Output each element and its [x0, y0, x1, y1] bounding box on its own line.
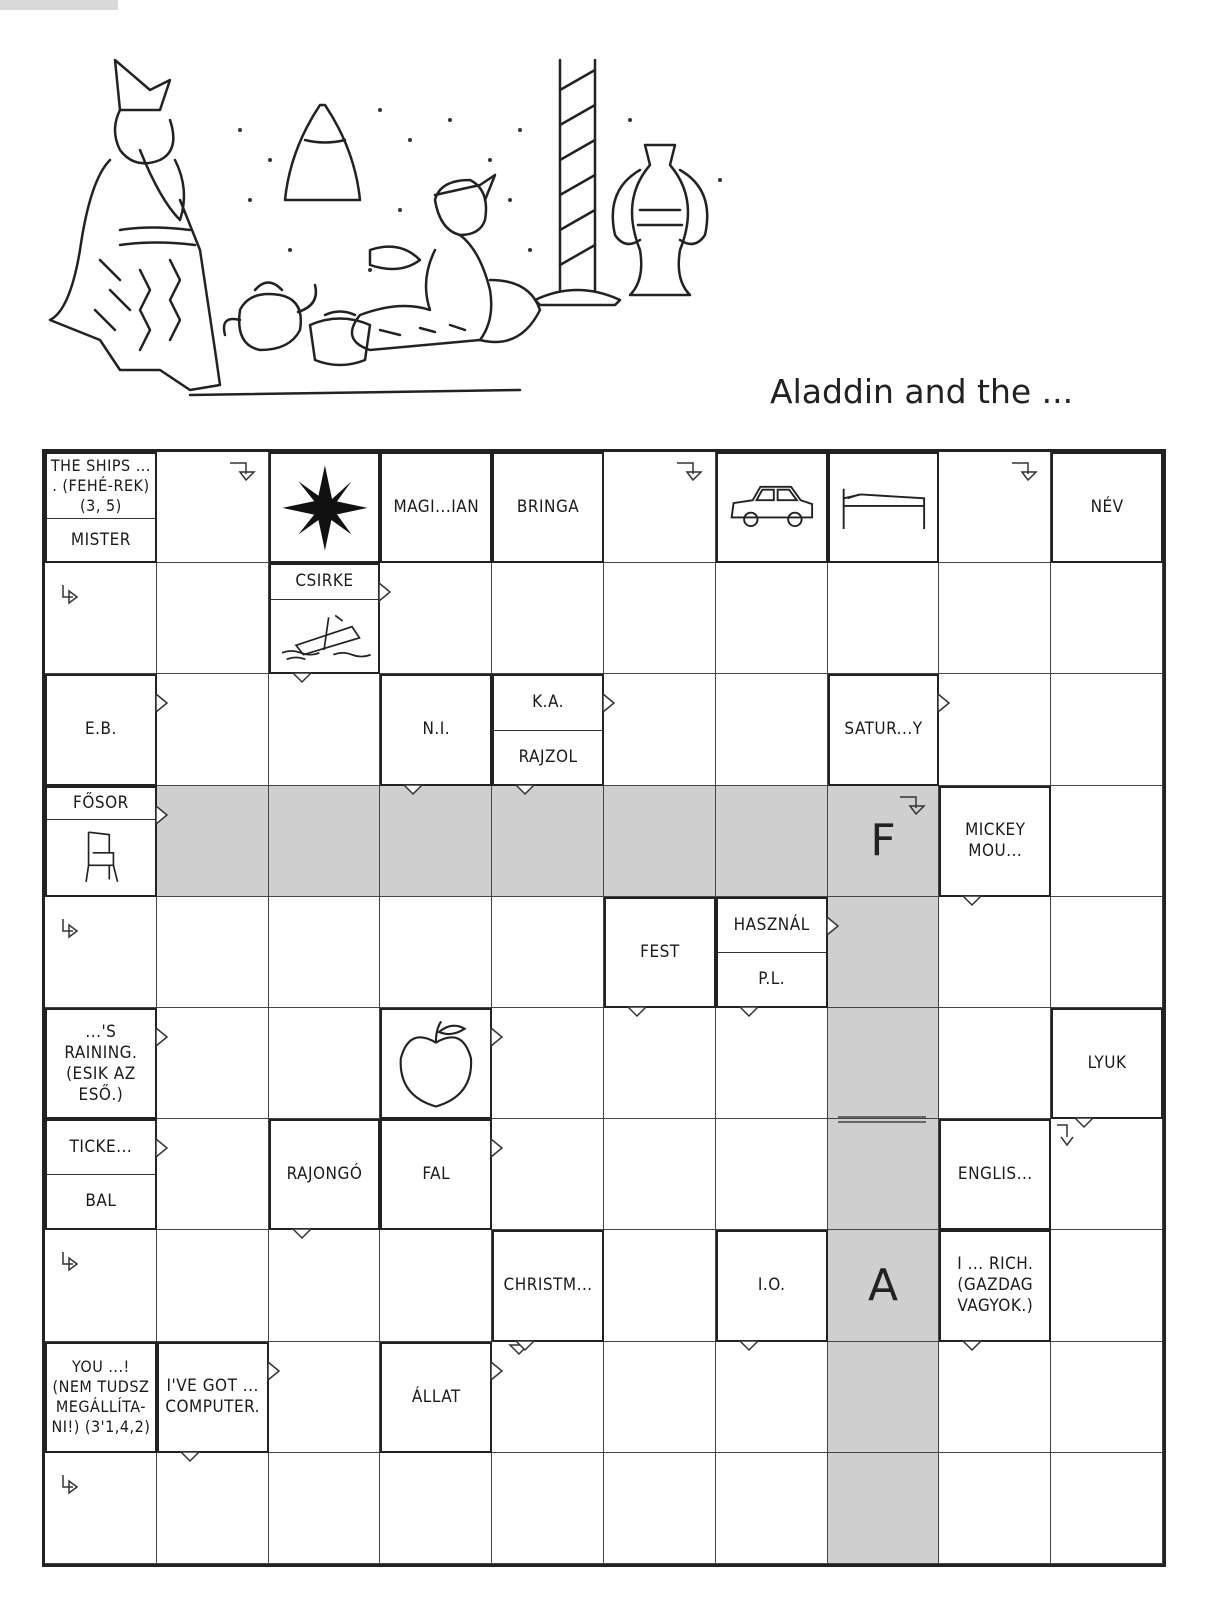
arrow-down-icon	[291, 672, 313, 684]
answer-cell[interactable]	[1051, 897, 1163, 1008]
clue-cell	[45, 452, 157, 563]
answer-cell[interactable]	[492, 1453, 604, 1564]
clue-cell	[380, 1119, 492, 1230]
apple-icon	[388, 1016, 484, 1112]
clue-text: I.O.	[757, 1275, 786, 1296]
clue-cell	[45, 786, 157, 897]
clue-text: N.I.	[422, 719, 451, 740]
arrow-down-icon	[898, 794, 932, 818]
arrow-right-icon	[155, 692, 169, 714]
clue-text: ÁLLAT	[411, 1386, 461, 1407]
clue-text: RAJZOL	[494, 730, 602, 784]
clue-text: HASZNÁL	[733, 914, 810, 935]
arrow-down-icon	[961, 1340, 983, 1352]
clue-text: I ... RICH. (GAZDAG VAGYOK.)	[957, 1254, 1034, 1317]
answer-cell[interactable]	[716, 563, 828, 674]
clue-cell	[380, 674, 492, 785]
arrow-down-icon	[402, 784, 424, 796]
answer-cell[interactable]	[492, 563, 604, 674]
answer-cell[interactable]	[604, 1230, 716, 1341]
arrow-down-icon	[514, 1340, 536, 1352]
answer-cell[interactable]	[157, 563, 269, 674]
answer-cell[interactable]	[492, 1008, 604, 1119]
clue-cell	[157, 1342, 269, 1453]
answer-cell[interactable]	[716, 1008, 828, 1119]
arrow-right-icon	[490, 1137, 504, 1159]
clue-text: THE SHIPS ... . (FEHÉ-REK) (3, 5)	[50, 456, 151, 516]
clue-cell	[1051, 452, 1163, 563]
star-icon	[277, 460, 373, 556]
answer-cell[interactable]	[157, 1119, 269, 1230]
arrow-down-icon	[738, 1340, 760, 1352]
answer-cell[interactable]	[157, 786, 269, 897]
answer-cell[interactable]	[604, 674, 716, 785]
arrow-right-icon	[59, 1250, 81, 1276]
clue-cell	[380, 452, 492, 563]
arrow-right-icon	[490, 1026, 504, 1048]
answer-cell[interactable]	[828, 897, 940, 1008]
arrow-right-icon	[602, 692, 616, 714]
answer-cell[interactable]	[157, 452, 269, 563]
answer-cell[interactable]	[604, 563, 716, 674]
arrow-right-icon	[155, 1137, 169, 1159]
arrow-down-icon	[626, 1006, 648, 1018]
answer-cell[interactable]	[45, 897, 157, 1008]
clue-text: LYUK	[1087, 1053, 1127, 1074]
answer-cell[interactable]	[604, 452, 716, 563]
answer-cell[interactable]	[716, 1342, 828, 1453]
arrow-down-icon	[291, 1228, 313, 1240]
clue-cell	[269, 563, 381, 674]
answer-cell[interactable]	[492, 897, 604, 1008]
clue-text: CSIRKE	[295, 571, 354, 592]
arrow-right-icon	[59, 583, 81, 609]
answer-cell[interactable]	[269, 674, 381, 785]
clue-cell	[492, 1230, 604, 1341]
clue-cell	[1051, 1008, 1163, 1119]
answer-cell[interactable]	[604, 1119, 716, 1230]
aladdin-illustration	[40, 50, 740, 430]
clue-cell	[269, 452, 381, 563]
clue-text: SATUR...Y	[844, 719, 923, 740]
clue-cell	[604, 897, 716, 1008]
chair-icon	[75, 828, 127, 886]
clue-text: RAJONGÓ	[286, 1164, 363, 1185]
arrow-down-icon	[228, 460, 262, 484]
answer-cell[interactable]	[1051, 786, 1163, 897]
clue-text: MAGI...IAN	[393, 497, 480, 518]
answer-cell[interactable]	[45, 1453, 157, 1564]
answer-cell[interactable]	[380, 1453, 492, 1564]
clue-cell	[828, 674, 940, 785]
answer-cell[interactable]	[716, 1119, 828, 1230]
clue-cell	[828, 452, 940, 563]
clue-text: CHRISTM...	[503, 1275, 593, 1296]
clue-cell	[939, 1230, 1051, 1341]
answer-cell[interactable]	[939, 1008, 1051, 1119]
clue-text: I'VE GOT ... COMPUTER.	[165, 1376, 261, 1418]
answer-cell[interactable]	[1051, 1453, 1163, 1564]
answer-cell[interactable]	[939, 1453, 1051, 1564]
given-letter: A	[867, 1259, 899, 1311]
clue-text: ...'S RAINING. (ESIK AZ ESŐ.)	[64, 1021, 138, 1105]
clue-text: FAL	[422, 1164, 451, 1185]
answer-cell[interactable]	[492, 786, 604, 897]
clue-text: NÉV	[1090, 497, 1124, 518]
answer-cell[interactable]	[269, 1008, 381, 1119]
answer-cell[interactable]	[380, 563, 492, 674]
answer-cell[interactable]	[380, 786, 492, 897]
answer-cell[interactable]	[1051, 1230, 1163, 1341]
divider-mark	[838, 1115, 926, 1125]
answer-cell[interactable]	[604, 1453, 716, 1564]
answer-cell[interactable]	[716, 1453, 828, 1564]
clue-text: BAL	[47, 1174, 155, 1228]
answer-cell[interactable]	[716, 786, 828, 897]
answer-cell[interactable]	[828, 563, 940, 674]
clue-cell	[45, 1008, 157, 1119]
answer-cell[interactable]	[828, 1453, 940, 1564]
clue-text: MICKEY MOU...	[965, 820, 1026, 862]
arrow-down-icon	[738, 1006, 760, 1018]
arrow-right-icon	[378, 581, 392, 603]
given-letter: F	[870, 815, 896, 867]
clue-cell	[380, 1342, 492, 1453]
clue-text: FEST	[640, 941, 680, 962]
answer-cell[interactable]	[45, 1230, 157, 1341]
arrow-right-icon	[826, 915, 840, 937]
clue-cell	[45, 1119, 157, 1230]
answer-cell[interactable]	[716, 674, 828, 785]
answer-cell[interactable]	[939, 897, 1051, 1008]
answer-cell[interactable]	[269, 786, 381, 897]
answer-cell[interactable]	[269, 1453, 381, 1564]
answer-cell[interactable]	[604, 1342, 716, 1453]
answer-cell[interactable]	[157, 1230, 269, 1341]
answer-cell[interactable]	[828, 1008, 940, 1119]
arrow-right-icon	[267, 1360, 281, 1382]
clue-text: YOU ...! (NEM TUDSZ MEGÁLLÍTA-NI!) (3'1,4,2)	[51, 1357, 151, 1437]
clue-text: P.L.	[718, 952, 826, 1006]
puzzle-title: Aladdin and the ...	[770, 372, 1074, 411]
arrow-down-icon	[1010, 460, 1044, 484]
answer-cell[interactable]	[269, 1230, 381, 1341]
clue-cell	[716, 452, 828, 563]
answer-cell[interactable]	[1051, 563, 1163, 674]
arrow-down-icon	[1073, 1117, 1095, 1129]
arrow-down-icon	[961, 895, 983, 907]
clue-cell	[492, 452, 604, 563]
clue-cell	[716, 1230, 828, 1341]
answer-cell[interactable]	[828, 1230, 940, 1341]
answer-cell[interactable]	[380, 1230, 492, 1341]
arrow-right-icon	[59, 917, 81, 943]
answer-cell[interactable]	[157, 1453, 269, 1564]
arrow-right-icon	[490, 1360, 504, 1382]
clue-text: FŐSOR	[73, 792, 129, 813]
clue-cell	[716, 897, 828, 1008]
answer-cell[interactable]	[492, 1342, 604, 1453]
arrow-right-icon	[155, 804, 169, 826]
arrow-right-icon	[937, 692, 951, 714]
answer-cell[interactable]	[1051, 1119, 1163, 1230]
clue-text: BRINGA	[516, 497, 580, 518]
arrow-right-icon	[155, 1026, 169, 1048]
answer-cell[interactable]	[828, 1119, 940, 1230]
answer-cell[interactable]	[492, 1119, 604, 1230]
answer-cell[interactable]	[939, 563, 1051, 674]
arrow-right-icon	[59, 1473, 81, 1499]
corner-mark	[0, 0, 118, 10]
arrow-down-icon	[675, 460, 709, 484]
answer-cell[interactable]	[269, 1342, 381, 1453]
clue-text: TICKE...	[69, 1137, 133, 1158]
answer-cell[interactable]	[380, 897, 492, 1008]
car-icon	[724, 460, 820, 546]
answer-cell[interactable]	[939, 1342, 1051, 1453]
answer-cell[interactable]	[604, 1008, 716, 1119]
clue-text: E.B.	[84, 719, 117, 740]
answer-cell[interactable]	[939, 674, 1051, 785]
clue-cell	[380, 1008, 492, 1119]
clue-cell	[939, 1119, 1051, 1230]
clue-text: K.A.	[532, 692, 565, 713]
clue-text: ENGLIS...	[957, 1164, 1033, 1185]
answer-cell[interactable]	[157, 1008, 269, 1119]
answer-cell[interactable]	[1051, 1342, 1163, 1453]
answer-cell[interactable]	[939, 452, 1051, 563]
arrow-down-icon	[514, 784, 536, 796]
answer-cell[interactable]	[157, 674, 269, 785]
answer-cell[interactable]	[828, 1342, 940, 1453]
arrow-down-icon	[179, 1451, 201, 1463]
answer-cell[interactable]	[1051, 674, 1163, 785]
crossword-grid	[42, 449, 1166, 1567]
clue-cell	[269, 1119, 381, 1230]
clue-cell	[492, 674, 604, 785]
answer-cell[interactable]	[828, 786, 940, 897]
bed-icon	[836, 460, 932, 546]
clue-cell	[939, 786, 1051, 897]
clue-cell	[45, 674, 157, 785]
answer-cell[interactable]	[269, 897, 381, 1008]
clue-cell	[45, 1342, 157, 1453]
clue-text: MISTER	[47, 518, 155, 561]
boat-icon	[276, 608, 372, 664]
answer-cell[interactable]	[45, 563, 157, 674]
answer-cell[interactable]	[604, 786, 716, 897]
answer-cell[interactable]	[157, 897, 269, 1008]
